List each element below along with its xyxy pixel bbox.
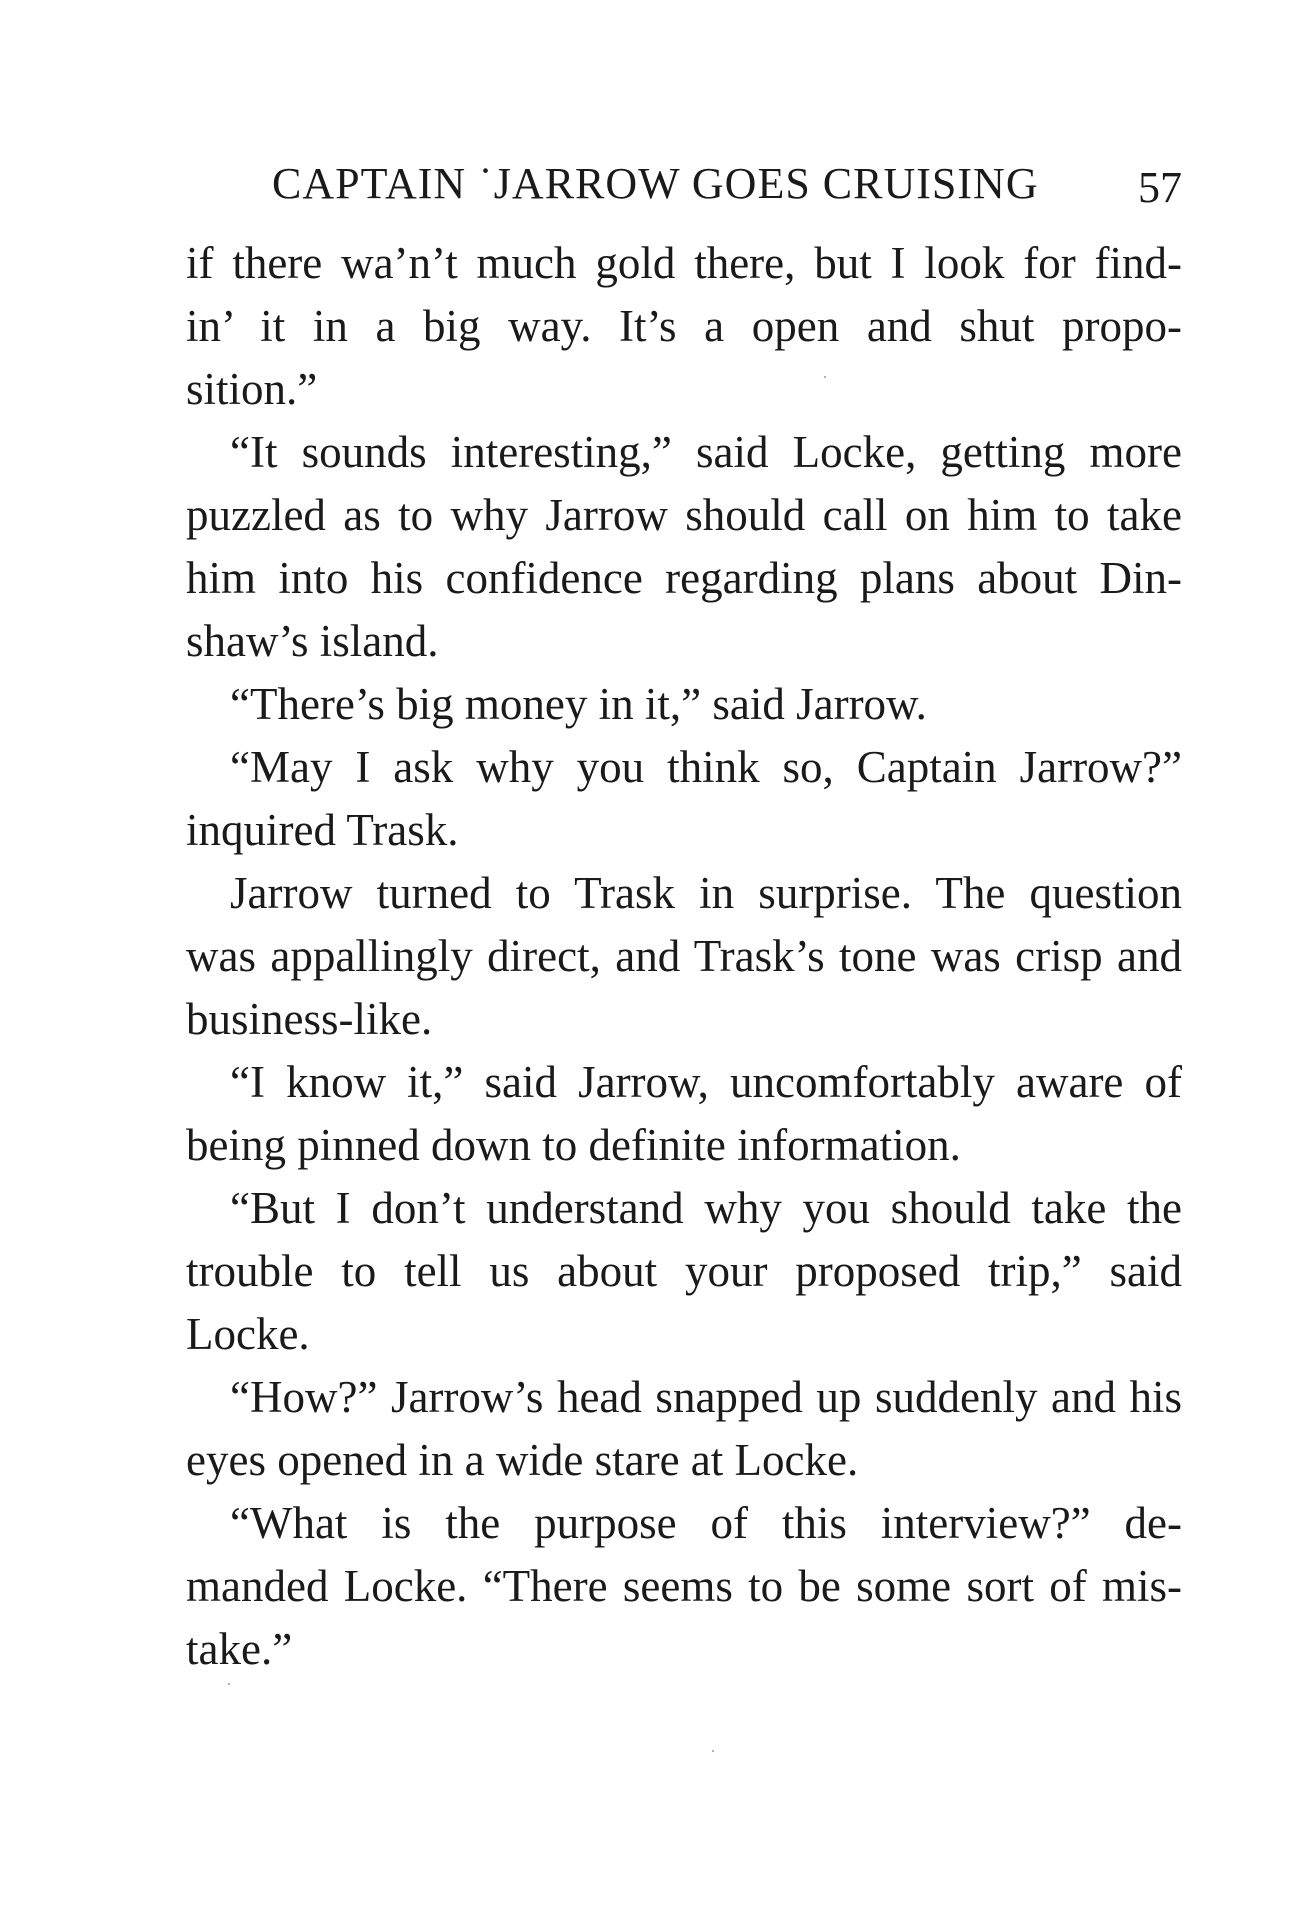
text-line: Jarrow turned to Trask in surprise. The question — [230, 868, 1182, 918]
text-line: take.” — [186, 1624, 293, 1674]
text-line: shaw’s island. — [186, 616, 439, 666]
text-line: “There’s big money in it,” said Jarrow. — [230, 679, 927, 729]
text-line: being pinned down to definite information. — [186, 1120, 961, 1170]
text-line: was appallingly direct, and Trask’s tone was crisp and — [186, 931, 1182, 981]
paper-speck — [824, 376, 826, 378]
text-line: eyes opened in a wide stare at Locke. — [186, 1435, 859, 1485]
text-line: puzzled as to why Jarrow should call on him to take — [186, 490, 1182, 540]
paper-speck — [228, 1683, 230, 1685]
text-line: “But I don’t understand why you should take the — [230, 1183, 1182, 1233]
text-line: “It sounds interesting,” said Locke, getting more — [230, 427, 1182, 477]
text-line: “How?” Jarrow’s head snapped up suddenly and his — [230, 1372, 1182, 1422]
text-line: inquired Trask. — [186, 805, 459, 855]
paper-speck — [712, 1750, 714, 1752]
page-number: 57 — [1138, 163, 1182, 212]
text-line: if there wa’n’t much gold there, but I look for find- — [186, 238, 1182, 288]
text-line: Locke. — [186, 1309, 310, 1359]
running-head-title: CAPTAIN ˙JARROW GOES CRUISING — [272, 159, 1039, 208]
text-line: him into his confidence regarding plans about Din- — [186, 553, 1182, 603]
text-line: in’ it in a big way. It’s a open and shut propo- — [186, 301, 1182, 351]
text-line: “May I ask why you think so, Captain Jarrow?” — [230, 742, 1182, 792]
body-text — [186, 232, 1182, 1681]
text-line: trouble to tell us about your proposed trip,” said — [186, 1246, 1182, 1296]
text-line: business-like. — [186, 994, 433, 1044]
text-line: “What is the purpose of this interview?” de- — [230, 1498, 1182, 1548]
text-line: sition.” — [186, 364, 318, 414]
text-line: “I know it,” said Jarrow, uncomfortably aware of — [230, 1057, 1182, 1107]
running-head — [272, 158, 1182, 210]
text-line: manded Locke. “There seems to be some sort of mis- — [186, 1561, 1182, 1611]
